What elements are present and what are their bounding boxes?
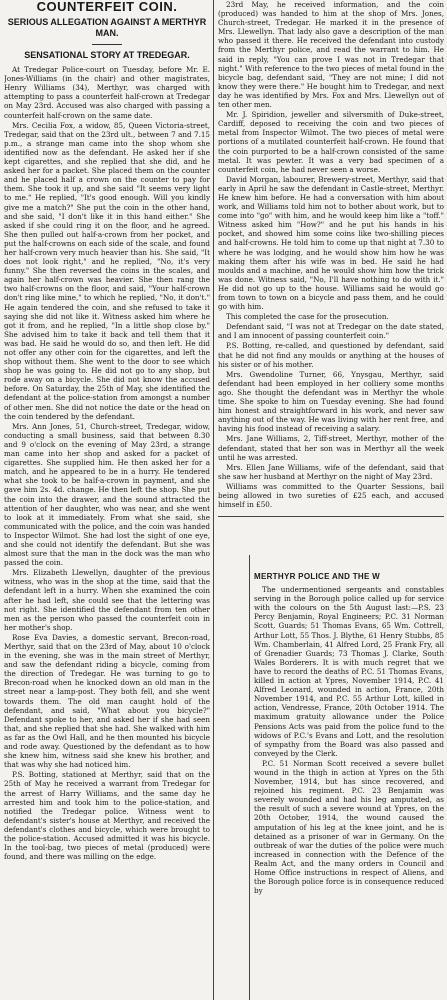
paragraph: P.S. Botting, stationed at Merthyr, said that on the 25th of May he received a warrant from Tredegar for the arrest of Harry Williams, and the same day he arrested him and took him to the police-station, and notified the Tredegar police. Witness went to defendant's sister's house at Merthyr, and received the defendant's clothes and bicycle, which were brought to the police-station. Accused admitted it was his bicycle. In the tool-bag, two pieces of metal (produced) were found, and there was milling on the edge.: [4, 770, 210, 862]
paragraph: Mrs. Ellen Jane Williams, wife of the defendant, said that she saw her husband at Merthyr on the night of May 23rd.: [218, 462, 444, 481]
article-section-head: SENSATIONAL STORY AT TREDEGAR.: [24, 50, 190, 61]
second-article-headline: MERTHYR POLICE AND THE W: [254, 572, 381, 581]
paragraph: At Tredegar Police-court on Tuesday, before Mr. E. Jones-Williams (in the chair) and other magistrates, Henry Williams (34), Merthyr, was charged with attempting to pass a counterfeit half-crown at Tredegar on May 23rd. Accused was also charged with passing a counterfeit half-crown on the same date.: [4, 65, 210, 120]
article-end-rule: [218, 516, 444, 517]
paragraph: Mr. J. Spiridion, jeweller and silversmith of Duke-street, Cardiff, deposed to receiving the coin and two pieces of metal from Inspector Wilmot. The two pieces of metal were portions of a mutilated counterfeit half-crown. He found that the coin purported to be a half-crown consisted of the same metal. It was pewter. It was a very bad specimen of a counterfeit coin, he had never seen a worse.: [218, 110, 444, 174]
paragraph: Rose Eva Davies, a domestic servant, Brecon-road, Merthyr, said that on the 23rd of May, about 10 o'clock in the evening, she was in the main street of Merthyr, and saw the defendant riding a bicycle, coming from the direction of Tredegar. He was turning to go to Brecon-road when he knocked down an old man in the street near a lamp-post. They both fell, and she went towards them. The old man caught hold of the defendant, and said, "What about you bicycle?" Defendant spoke to her, and asked her if she had seen that, and she replied that she had. She walked with him as far as the Owl Hall, and he then mounted his bicycle and rode away. Questioned by the defendant as to how she knew him, witness said she knew his brother, and that was why she had noticed him.: [4, 632, 210, 770]
column-rule: [249, 555, 250, 1000]
article-right-column: [218, 0, 444, 512]
paragraph: The undermentioned sergeants and constables serving in the Borough police called up for service with the colours on the 5th August last:—P.S. 23 Percy Benjamin, Royal Engineers; P.C. 31 Norman Scott, Guards; 51 Thomas Evans, 65 Wm. Cottrell, Arthur Lott, 55 Thos. J. Blythe, 61 Henry Stubbs, 85 Wm. Chamberlain, 41 Alfred Lord, 25 Frank Fry, all of Grenadier Guards; 73 Thomas J. Clarke, South Wales Borderers. It is with much regret that we have to record the deaths of P.C. 51 Thomas Evans, killed in action at Ypres, November 1914, P.C. 41 Alfred Leonard, wounded in action, France, 20th November 1914, and P.C. 55 Arthur Lott, killed in action, Vendresse, France, 20th October 1914. The maximum gratuity allowance under the Police Pensions Acts was paid from the police fund to the widows of P.C.'s Evans and Lott, and the resolution of sympathy from the Board was also passed and conveyed by the Clerk.: [254, 585, 444, 758]
paragraph: Mrs. Ann Jones, 51, Church-street, Tredegar, widow, conducting a small business, said that between 8.30 and 9 o'clock on the evening of May 23rd, a strange man came into her shop and asked for a packet of cigarettes. She supplied him. He then asked her for a match, and he appeared to be in a hurry. He tendered what she took to be half-a-crown in payment, and she gave him 2s. 4d. change. He then left the shop. She put the coin into the drawer, and the sound attracted the attention of her daughter, who was near, and she went to look at it immediately. From what she said, she communicated with the police, and the coin was handed to Inspector Wilmot. She had lost the sight of one eye, and she could not identify the defendant. But she was almost sure that the man in the dock was the man who passed the coin.: [4, 421, 210, 568]
second-article-column: [254, 572, 444, 1000]
article-left-column: [4, 0, 210, 1000]
article-subtitle: SERIOUS ALLEGATION AGAINST A MERTHYR MAN.: [7, 17, 207, 39]
paragraph: 23rd May, he received information, and the coin (produced) was handed to him at the shop of Mrs. Jones, Church-street, Tredegar. He marked it in the presence of Mrs. Llewellyn. That lady also gave a description of the man who passed it there. He received the defendant into custody from the Merthyr police, and read the warrant to him. He said in reply, "You can prove I was not in Tredegar that night." With reference to the two pieces of metal found in the bicycle bag, defendant said, "They are not mine; I did not know they were there." He bought him to Tredegar, and next day he was identified by Mrs. Fox and Mrs. Llewellyn out of ten other men.: [218, 0, 444, 110]
paragraph: Mrs. Gwendoline Turner, 66, Ynysgau, Merthyr, said defendant had been employed in her colliery some months ago. She thought the defendant was in Merthyr the whole time. She spoke to him on Tuesday evening. She had found him honest and straightforward in his work, and never saw anything out of the way. He was living with her rent free, and having his food instead of receiving a salary.: [218, 369, 444, 434]
paragraph: Defendant said, "I was not at Tredegar on the date stated, and I am innocent of passing counterfeit coin.": [218, 322, 444, 341]
paragraph: Mrs. Cecilia Fox, a widow, 85, Queen Victoria-street, Tredegar, said that on the 23rd ult., between 7 and 7.15 p.m., a strange man came into the shop whom she identified now as the defendant. He asked her if she kept cigarettes, and she replied that she did, and he asked her for a packet. She placed them on the counter and he placed half a crown on the counter to pay for them. She took it up, and she said "It seems very light to me." He replied, "It's good enough. Will you kindly give me a match?" She put the coin in the other hand, and she said, "I don't like it in this hand either." She asked if she could ring it on the floor, and he agreed. She then pulled out half-a-crown from her pocket, and put the half-crowns on each side of the scale, and found her half-crown very much heavier than his. She said, "It does not look right," and he replied, "No, it's very funny." She then reversed the coins in the scales, and again her half-crown was heavier. She then rang the two half-crowns on the floor, and said, "Your half-crown don't ring like mine," to which he replied, "No, it don't." He again tendered the coin, and she refused to take it saying she did not like it. Witness asked him where he got it from, and he replied, "In a little shop close by." She advised him to take it back and tell them that it was bad. He said he would do so, and then left. He did not offer any other coin for the cigarettes, and left the shop without them. She went to the door to see which shop he was going to. He did not go to any shop, but rode away on a bicycle. She did not know the accused before. On Saturday, the 25th of May, she identified the defendant at the police-station from amongst a number of other men. She did not notice the date or the head on the coin tendered by the defendant.: [4, 120, 210, 421]
section-divider: [92, 44, 122, 45]
column-rule: [213, 0, 214, 1000]
paragraph: Mrs. Jane Williams, 2, Tiff-street, Merthyr, mother of the defendant, stated that her son was in Merthyr all the week until he was arrested.: [218, 434, 444, 462]
paragraph: P.S. Botting, re-called, and questioned by defendant, said that he did not find any moulds or anything at the houses of his sister or of his mother.: [218, 341, 444, 369]
paragraph: P.C. 51 Norman Scott received a severe bullet wound in the thigh in action at Ypres on the 5th November, 1914, but has since recovered, and rejoined his regiment. P.C. 23 Benjamin was severely wounded and had his leg amputated, as the result of such a severe wound at Ypres, on the 20th October, 1914, the wound caused the amputation of his leg at the knee joint, and he is detained as a prisoner of war in Germany. On the outbreak of war the duties of the police were much increased in connection with the Defence of the Realm Act, and the many orders in Council and Home Office instructions in respect of Aliens, and the Borough police force is in consequence reduced by: [254, 758, 444, 896]
paragraph: Williams was committed to the Quarter Sessions, bail being allowed in two sureties of £25 each, and accused himself in £50.: [218, 481, 444, 510]
paragraph: Mrs. Elizabeth Llewellyn, daughter of the previous witness, who was in the shop at the time, said that the defendant left in a hurry. When she examined the coin after he had left, she could see that the lettering was not right. She identified the defendant from ten other men as the person who passed the counterfeit coin in her mother's shop.: [4, 568, 210, 632]
article-title: COUNTERFEIT COIN.: [36, 0, 178, 14]
paragraph: This completed the case for the prosecution.: [226, 312, 389, 322]
paragraph: David Morgan, labourer, Brewery-street, Merthyr, said that early in April he saw the defendant in Castle-street, Merthyr. He knew him before. He had a conversation with him about work, and Williams told him not to bother about work, but to come into "go" with him, and he would keep him like a "toff." Witness asked him "How?" and he put his hands in his pocket, and showed him some coins like two-shilling pieces and half-crowns. He told him to come up that night at 7.30 to where he was lodging, and he would show him how he was making them after his wife was in bed. He said he had moulds and a machine, and he would show him how the trick was done. Witness said, "No, I'll have nothing to do with it." He did not go up to the house. Williams said he would go from town to town on a bicycle and pass them, and he could go with him.: [218, 174, 444, 312]
